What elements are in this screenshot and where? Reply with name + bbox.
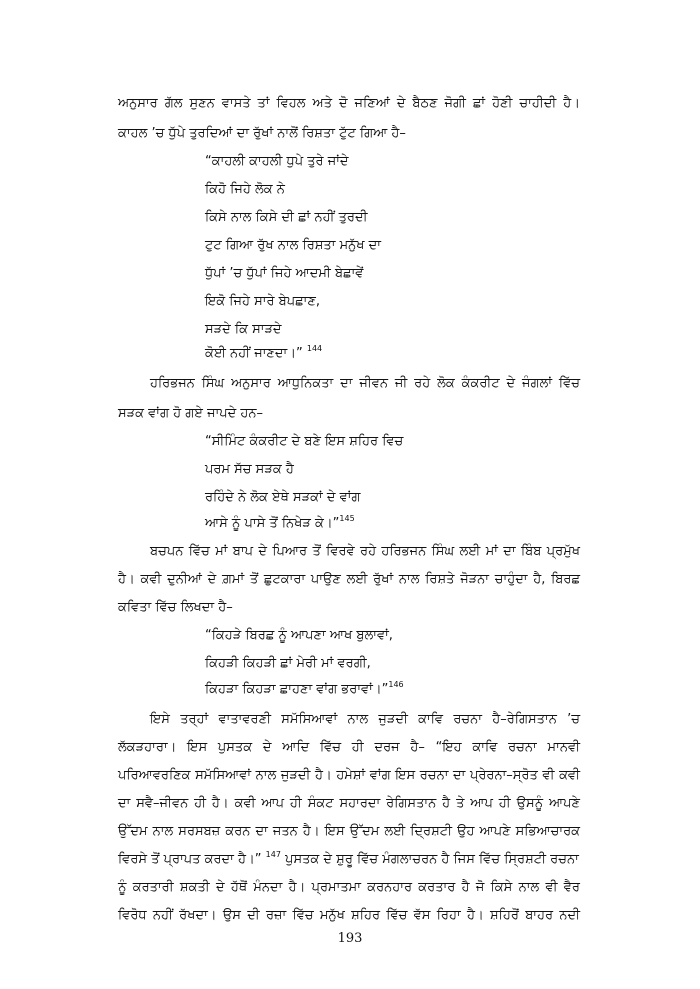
- paragraph-line: ਬਚਪਨ ਵਿੱਚ ਮਾਂ ਬਾਪ ਦੇ ਪਿਆਰ ਤੋਂ ਵਿਰਵੇ ਰਹੇ ਹਰਿਭਜਨ ਸਿੰਘ ਲਈ ਮਾਂ ਦਾ ਬਿੰਬ ਪ੍ਰਮੁੱਖ: [150, 544, 580, 559]
- paragraph-line: ਨੂੰ ਕਰਤਾਰੀ ਸ਼ਕਤੀ ਦੇ ਹੱਥੋਂ ਮੰਨਦਾ ਹੈ। ਪ੍ਰਮਾਤਮਾ ਕਰਨਹਾਰ ਕਰਤਾਰ ਹੈ ਜੋ ਕਿਸੇ ਨਾਲ ਵੀ ਵੈਰ: [118, 880, 580, 895]
- paragraph-line: ਦਾ ਸਵੈ–ਜੀਵਨ ਹੀ ਹੈ। ਕਵੀ ਆਪ ਹੀ ਸੰਕਟ ਸਹਾਰਦਾ ਰੇਗਿਸਤਾਨ ਹੈ ਤੇ ਆਪ ਹੀ ਉਸਨੂੰ ਆਪਣੇ: [118, 796, 580, 811]
- paragraph-line: ਇਸੇ ਤਰ੍ਹਾਂ ਵਾਤਾਵਰਣੀ ਸਮੱਸਿਆਵਾਂ ਨਾਲ ਜੁੜਦੀ ਕਾਵਿ ਰਚਨਾ ਹੈ–ਰੇਗਿਸਤਾਨ ’ਚ: [150, 712, 580, 727]
- footnote-ref: 145: [339, 514, 355, 523]
- paragraph-line: ਹੈ। ਕਵੀ ਦੁਨੀਆਂ ਦੇ ਗ਼ਮਾਂ ਤੋਂ ਛੁਟਕਾਰਾ ਪਾਉਣ ਲਈ ਰੁੱਖਾਂ ਨਾਲ ਰਿਸ਼ਤੇ ਜੋੜਨਾ ਚਾਹੁੰਦਾ ਹੈ, ਬਿਰਛ: [118, 572, 580, 587]
- verse-line: [205, 516, 355, 532]
- paragraph-line: ਪਰਿਆਵਰਣਿਕ ਸਮੱਸਿਆਵਾਂ ਨਾਲ ਜੁੜਦੀ ਹੈ। ਹਮੇਸ਼ਾਂ ਵਾਂਗ ਇਸ ਰਚਨਾ ਦਾ ਪ੍ਰੇਰਨਾ–ਸ੍ਰੋਤ ਵੀ ਕਵੀ: [118, 768, 580, 783]
- paragraph-line: ਵਿਰੋਧ ਨਹੀਂ ਰੱਖਦਾ। ਉਸ ਦੀ ਰਜ਼ਾ ਵਿੱਚ ਮਨੁੱਖ ਸ਼ਹਿਰ ਵਿੱਚ ਵੱਸ ਰਿਹਾ ਹੈ। ਸ਼ਹਿਰੋਂ ਬਾਹਰ ਨਦੀ: [118, 908, 580, 923]
- paragraph-line: ਸੜਕ ਵਾਂਗ ਹੋ ਗਏ ਜਾਪਦੇ ਹਨ–: [118, 406, 264, 421]
- verse-line: ਪਰਮ ਸੱਚ ਸੜਕ ਹੈ: [205, 462, 294, 477]
- verse-line: ਕਿਸੇ ਨਾਲ ਕਿਸੇ ਦੀ ਛਾਂ ਨਹੀਂ ਤੁਰਦੀ: [205, 210, 368, 225]
- paragraph-line: ਉੱਦਮ ਨਾਲ ਸਰਸਬਜ਼ ਕਰਨ ਦਾ ਜਤਨ ਹੈ। ਇਸ ਉੱਦਮ ਲਈ ਦ੍ਰਿਸ਼ਟੀ ਉਹ ਆਪਣੇ ਸਭਿਆਚਾਰਕ: [118, 824, 580, 839]
- paragraph-line: [118, 852, 580, 868]
- paragraph-line: ਅਨੁਸਾਰ ਗੱਲ ਸੁਣਨ ਵਾਸਤੇ ਤਾਂ ਵਿਹਲ ਅਤੇ ਦੋ ਜਣਿਆਂ ਦੇ ਬੈਠਣ ਜੋਗੀ ਛਾਂ ਹੋਣੀ ਚਾਹੀਦੀ ਹੈ।: [118, 96, 580, 111]
- footnote-ref: 146: [388, 680, 404, 689]
- paragraph-text: ਵਿਰਸੇ ਤੋਂ ਪ੍ਰਾਪਤ ਕਰਦਾ ਹੈ।”: [118, 852, 262, 867]
- verse-line: [205, 346, 322, 362]
- paragraph-line: ਹਰਿਭਜਨ ਸਿੰਘ ਅਨੁਸਾਰ ਆਧੁਨਿਕਤਾ ਦਾ ਜੀਵਨ ਜੀ ਰਹੇ ਲੋਕ ਕੰਕਰੀਟ ਦੇ ਜੰਗਲਾਂ ਵਿੱਚ: [150, 376, 580, 391]
- verse-line: [205, 682, 404, 698]
- paragraph-line: ਲੱਕੜਹਾਰਾ। ਇਸ ਪੁਸਤਕ ਦੇ ਆਦਿ ਵਿੱਚ ਹੀ ਦਰਜ ਹੈ– “ਇਹ ਕਾਵਿ ਰਚਨਾ ਮਾਨਵੀ: [118, 740, 580, 755]
- footnote-ref: 144: [306, 344, 323, 353]
- verse-line: ਕਿਹੜੀ ਕਿਹੜੀ ਛਾਂ ਮੇਰੀ ਮਾਂ ਵਰਗੀ,: [205, 656, 371, 671]
- verse-line: ਸੜਦੇ ਕਿ ਸਾੜਦੇ: [205, 322, 282, 337]
- verse-text: ਕੋਈ ਨਹੀਂ ਜਾਣਦਾ।”: [205, 346, 303, 361]
- page-number: 193: [337, 931, 363, 946]
- verse-line: “ਸੀਮਿੰਟ ਕੰਕਰੀਟ ਦੇ ਬਣੇ ਇਸ ਸ਼ਹਿਰ ਵਿਚ: [205, 434, 404, 449]
- verse-line: ਟੁਟ ਗਿਆ ਰੁੱਖ ਨਾਲ ਰਿਸ਼ਤਾ ਮਨੁੱਖ ਦਾ: [205, 238, 381, 253]
- verse-text: ਕਿਹੜਾ ਕਿਹੜਾ ਛਾਹਣਾ ਵਾਂਗ ਭਰਾਵਾਂ।”: [205, 682, 389, 697]
- verse-line: ਇਕੋ ਜਿਹੇ ਸਾਰੇ ਬੇਪਛਾਣ,: [205, 294, 320, 309]
- paragraph-line: ਕਾਹਲ ’ਚ ਧੁੱਪੇ ਤੁਰਦਿਆਂ ਦਾ ਰੁੱਖਾਂ ਨਾਲੋਂ ਰਿਸ਼ਤਾ ਟੁੱਟ ਗਿਆ ਹੈ–: [118, 126, 406, 141]
- footnote-ref: 147: [265, 850, 281, 859]
- verse-line: “ਕਿਹੜੇ ਬਿਰਛ ਨੂੰ ਆਪਣਾ ਆਖ ਬੁਲਾਵਾਂ,: [205, 628, 393, 643]
- paragraph-line: ਕਵਿਤਾ ਵਿੱਚ ਲਿਖਦਾ ਹੈ–: [118, 600, 233, 615]
- verse-text: ਆਸੇ ਨੂੰ ਪਾਸੇ ਤੋਂ ਨਿਖੇੜ ਕੇ।”: [205, 516, 340, 531]
- verse-line: “ਕਾਹਲੀ ਕਾਹਲੀ ਧੁਪੇ ਤੁਰੇ ਜਾਂਦੇ: [205, 154, 349, 169]
- verse-line: ਧੁੱਪਾਂ ’ਚ ਧੁੱਪਾਂ ਜਿਹੇ ਆਦਮੀ ਬੇਛਾਵੇਂ: [205, 266, 364, 281]
- paragraph-text: ਪੁਸਤਕ ਦੇ ਸ਼ੁਰੂ ਵਿੱਚ ਮੰਗਲਾਚਰਨ ਹੈ ਜਿਸ ਵਿੱਚ ਸ੍ਰਿਸ਼ਟੀ ਰਚਨਾ: [285, 852, 579, 867]
- verse-line: ਕਿਹੋ ਜਿਹੇ ਲੋਕ ਨੇ: [205, 182, 285, 197]
- verse-line: ਰਹਿੰਦੇ ਨੇ ਲੋਕ ਏਥੇ ਸੜਕਾਂ ਦੇ ਵਾਂਗ: [205, 490, 361, 505]
